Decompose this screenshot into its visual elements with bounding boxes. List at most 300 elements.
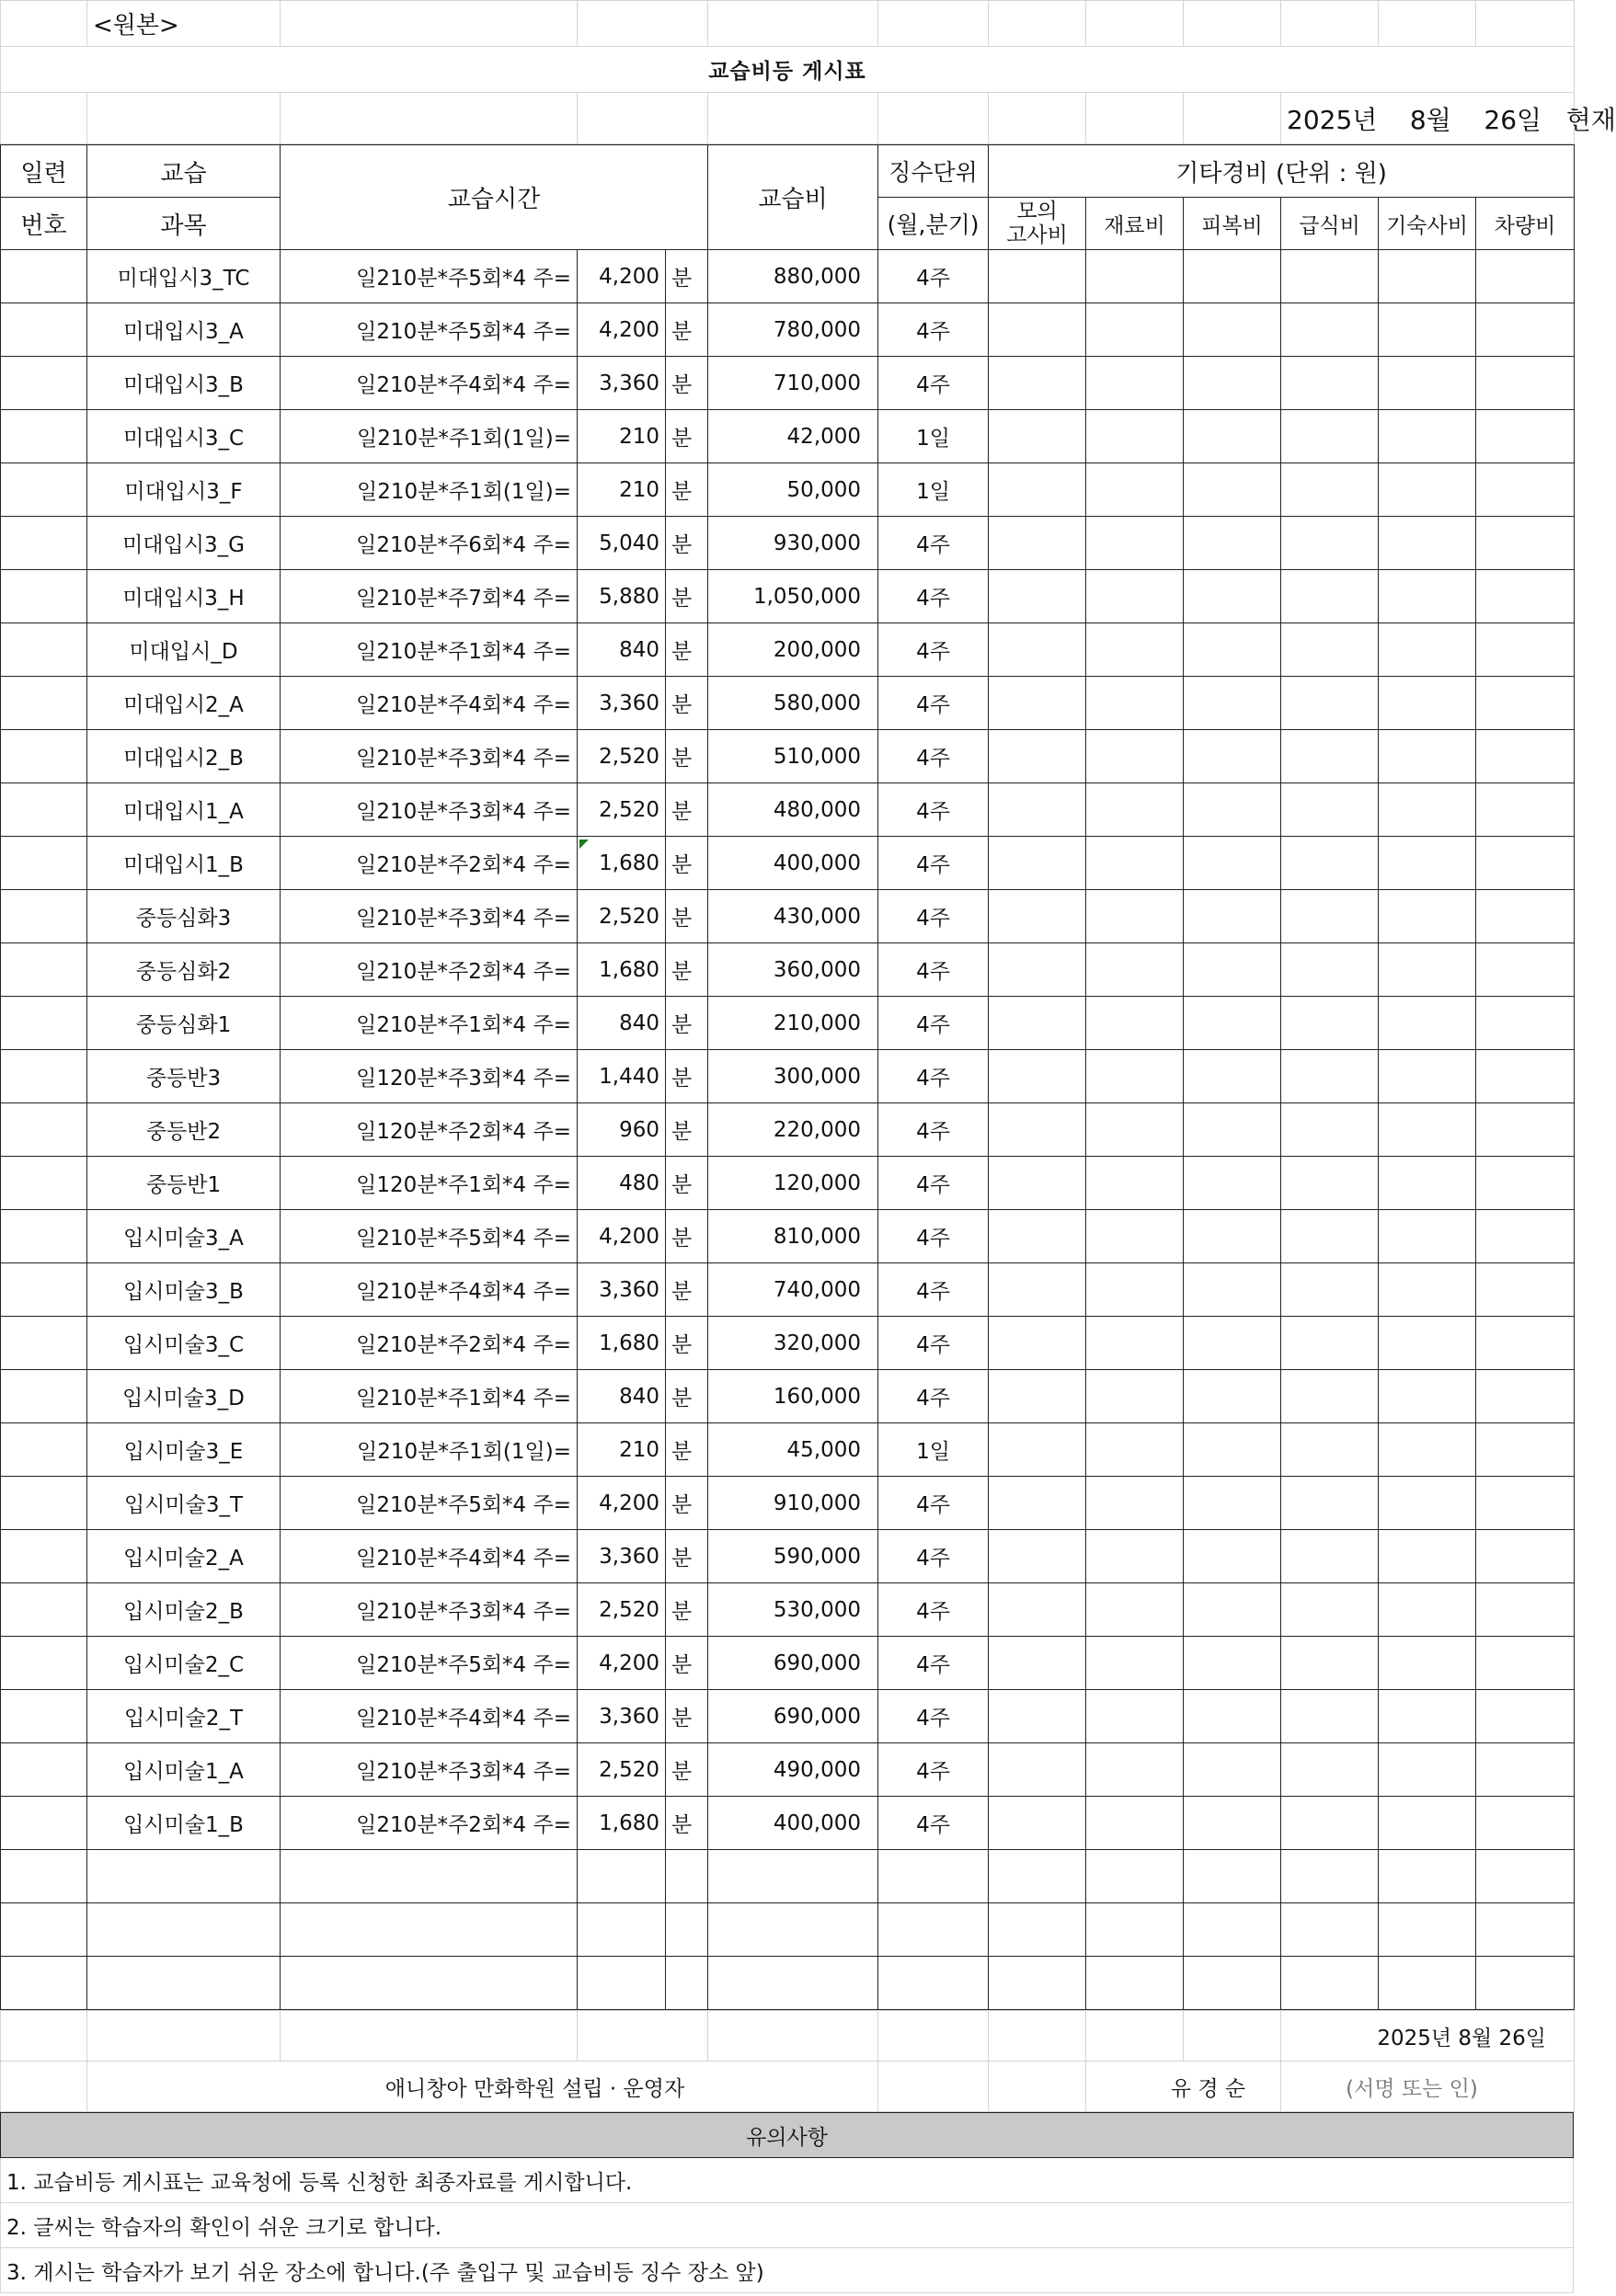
collection-unit-cell: 4주 (878, 623, 989, 677)
collection-unit-cell: 4주 (878, 1370, 989, 1423)
other-cost-cell (1379, 570, 1476, 623)
other-cost-cell (989, 250, 1086, 303)
time-formula-cell: 일210분*주6회*4 주= (281, 517, 578, 570)
other-cost-cell (1086, 1370, 1184, 1423)
collection-unit-cell: 4주 (878, 517, 989, 570)
other-cost-cell (989, 1797, 1086, 1850)
other-cost-cell (1281, 463, 1379, 517)
other-cost-cell (989, 303, 1086, 357)
fee-cell: 580,000 (708, 677, 878, 730)
minutes-unit-cell: 분 (666, 1637, 708, 1690)
subject-cell: 중등심화1 (87, 997, 281, 1050)
minutes-unit-cell: 분 (666, 250, 708, 303)
table-row (1, 783, 1575, 837)
collection-unit-cell: 4주 (878, 570, 989, 623)
other-cost-cell (989, 890, 1086, 943)
other-cost-cell (989, 677, 1086, 730)
table-row (1, 517, 1575, 570)
subject-cell: 입시미술2_B (87, 1583, 281, 1637)
other-cost-cell (1379, 1050, 1476, 1103)
time-formula-cell: 일210분*주2회*4 주= (281, 943, 578, 997)
subject-cell: 입시미술3_E (87, 1423, 281, 1477)
other-cost-cell (1281, 1103, 1379, 1157)
academy-name: 애니창아 만화학원 설립 · 운영자 (87, 2062, 878, 2112)
collection-unit-cell: 4주 (878, 1263, 989, 1317)
minutes-cell: 3,360 (578, 1263, 666, 1317)
minutes-unit-cell: 분 (666, 623, 708, 677)
header-serial-top: 일련 (1, 145, 87, 198)
minutes-cell: 840 (578, 623, 666, 677)
other-cost-cell (1476, 730, 1575, 783)
other-cost-cell (1184, 1690, 1281, 1743)
table-row (1, 250, 1575, 303)
minutes-unit-cell: 분 (666, 1477, 708, 1530)
header-material: 재료비 (1086, 198, 1184, 250)
other-cost-cell (989, 1157, 1086, 1210)
other-cost-cell (1086, 517, 1184, 570)
serial-cell (1, 1583, 87, 1637)
other-cost-cell (1379, 250, 1476, 303)
time-formula-cell: 일210분*주3회*4 주= (281, 730, 578, 783)
collection-unit-cell: 4주 (878, 1637, 989, 1690)
other-cost-cell (1476, 837, 1575, 890)
other-cost-cell (1184, 1263, 1281, 1317)
fee-cell: 930,000 (708, 517, 878, 570)
table-row (1, 303, 1575, 357)
subject-cell: 입시미술1_A (87, 1743, 281, 1797)
subject-cell: 입시미술3_T (87, 1477, 281, 1530)
other-cost-cell (1086, 410, 1184, 463)
subject-cell: 입시미술2_C (87, 1637, 281, 1690)
other-cost-cell (1476, 677, 1575, 730)
collection-unit-cell: 4주 (878, 783, 989, 837)
fee-cell: 530,000 (708, 1583, 878, 1637)
fee-cell: 430,000 (708, 890, 878, 943)
other-cost-cell (1184, 303, 1281, 357)
subject-cell: 미대입시3_C (87, 410, 281, 463)
other-cost-cell (1086, 943, 1184, 997)
other-cost-cell (1184, 1797, 1281, 1850)
subject-cell: 미대입시3_F (87, 463, 281, 517)
other-cost-cell (1476, 1103, 1575, 1157)
serial-cell (1, 1317, 87, 1370)
serial-cell (1, 623, 87, 677)
collection-unit-cell: 4주 (878, 677, 989, 730)
other-cost-cell (989, 837, 1086, 890)
fee-cell: 220,000 (708, 1103, 878, 1157)
minutes-unit-cell: 분 (666, 570, 708, 623)
subject-cell: 중등반3 (87, 1050, 281, 1103)
other-cost-cell (1476, 1050, 1575, 1103)
minutes-cell: 4,200 (578, 1477, 666, 1530)
other-cost-cell (1086, 1263, 1184, 1317)
fee-cell: 690,000 (708, 1690, 878, 1743)
minutes-unit-cell: 분 (666, 783, 708, 837)
minutes-cell: 4,200 (578, 1637, 666, 1690)
header-unit-top: 징수단위 (878, 145, 989, 198)
other-cost-cell (1086, 730, 1184, 783)
minutes-cell: 1,680 (578, 1317, 666, 1370)
other-cost-cell (1476, 517, 1575, 570)
other-cost-cell (1184, 1637, 1281, 1690)
other-cost-cell (989, 1370, 1086, 1423)
time-formula-cell: 일210분*주4회*4 주= (281, 1690, 578, 1743)
minutes-unit-cell: 분 (666, 943, 708, 997)
other-cost-cell (1281, 1583, 1379, 1637)
subject-cell: 입시미술3_C (87, 1317, 281, 1370)
time-formula-cell: 일210분*주4회*4 주= (281, 677, 578, 730)
table-row (1, 730, 1575, 783)
other-cost-cell (1476, 1157, 1575, 1210)
table-row (1, 837, 1575, 890)
serial-cell (1, 890, 87, 943)
note-item: 3. 게시는 학습자가 보기 쉬운 장소에 합니다.(주 출입구 및 교습비등 징수 장소 앞) (1, 2248, 1574, 2293)
fee-cell: 50,000 (708, 463, 878, 517)
fee-cell: 910,000 (708, 1477, 878, 1530)
note-item: 2. 글씨는 학습자의 확인이 쉬운 크기로 합니다. (1, 2203, 1574, 2248)
notes-area (0, 2112, 1574, 2293)
minutes-unit-cell: 분 (666, 997, 708, 1050)
other-cost-cell (989, 357, 1086, 410)
minutes-unit-cell: 분 (666, 1157, 708, 1210)
collection-unit-cell: 4주 (878, 1583, 989, 1637)
minutes-cell: 3,360 (578, 1690, 666, 1743)
other-cost-cell (1379, 730, 1476, 783)
other-cost-cell (1086, 1103, 1184, 1157)
other-cost-cell (1476, 890, 1575, 943)
other-cost-cell (989, 1477, 1086, 1530)
other-cost-cell (1281, 730, 1379, 783)
other-cost-cell (1184, 463, 1281, 517)
cell-comment-marker (579, 840, 589, 849)
fee-cell: 45,000 (708, 1423, 878, 1477)
fee-cell: 1,050,000 (708, 570, 878, 623)
time-formula-cell: 일210분*주5회*4 주= (281, 1637, 578, 1690)
fee-cell: 590,000 (708, 1530, 878, 1583)
other-cost-cell (1379, 1690, 1476, 1743)
other-cost-cell (1281, 1797, 1379, 1850)
serial-cell (1, 1157, 87, 1210)
other-cost-cell (1281, 410, 1379, 463)
other-cost-cell (1086, 463, 1184, 517)
time-formula-cell: 일120분*주2회*4 주= (281, 1103, 578, 1157)
serial-cell (1, 463, 87, 517)
serial-cell (1, 303, 87, 357)
other-cost-cell (1184, 623, 1281, 677)
other-cost-cell (989, 623, 1086, 677)
other-cost-cell (1281, 837, 1379, 890)
header-mock-exam: 모의 고사비 (989, 198, 1086, 250)
other-cost-cell (1476, 463, 1575, 517)
other-cost-cell (1184, 1477, 1281, 1530)
other-cost-cell (1281, 1370, 1379, 1423)
collection-unit-cell: 4주 (878, 1103, 989, 1157)
collection-unit-cell: 4주 (878, 1743, 989, 1797)
time-formula-cell: 일210분*주1회*4 주= (281, 623, 578, 677)
collection-unit-cell: 4주 (878, 997, 989, 1050)
table-row (1, 997, 1575, 1050)
other-cost-cell (1281, 997, 1379, 1050)
other-cost-cell (1379, 303, 1476, 357)
other-cost-cell (1184, 677, 1281, 730)
minutes-unit-cell: 분 (666, 1263, 708, 1317)
other-cost-cell (1281, 1637, 1379, 1690)
header-meal: 급식비 (1281, 198, 1379, 250)
other-cost-cell (1184, 837, 1281, 890)
subject-cell: 미대입시3_G (87, 517, 281, 570)
other-cost-cell (1086, 997, 1184, 1050)
collection-unit-cell: 4주 (878, 1477, 989, 1530)
fee-cell: 42,000 (708, 410, 878, 463)
other-cost-cell (989, 943, 1086, 997)
other-cost-cell (1086, 1637, 1184, 1690)
other-cost-cell (1281, 250, 1379, 303)
minutes-unit-cell: 분 (666, 1317, 708, 1370)
other-cost-cell (1379, 1370, 1476, 1423)
subject-cell: 미대입시3_H (87, 570, 281, 623)
collection-unit-cell: 4주 (878, 1210, 989, 1263)
other-cost-cell (1281, 677, 1379, 730)
other-cost-cell (1476, 303, 1575, 357)
other-cost-cell (989, 1263, 1086, 1317)
other-cost-cell (1184, 1050, 1281, 1103)
other-cost-cell (1379, 677, 1476, 730)
time-formula-cell: 일210분*주5회*4 주= (281, 1477, 578, 1530)
other-cost-cell (1379, 1797, 1476, 1850)
serial-cell (1, 1370, 87, 1423)
other-cost-cell (1281, 1477, 1379, 1530)
minutes-cell: 3,360 (578, 357, 666, 410)
subject-cell: 미대입시3_B (87, 357, 281, 410)
other-cost-cell (1476, 997, 1575, 1050)
other-cost-cell (989, 1690, 1086, 1743)
other-cost-cell (1379, 890, 1476, 943)
minutes-unit-cell: 분 (666, 1583, 708, 1637)
other-cost-cell (1379, 837, 1476, 890)
table-row (1, 1583, 1575, 1637)
table-row (1, 1743, 1575, 1797)
other-cost-cell (1379, 463, 1476, 517)
other-cost-cell (1281, 517, 1379, 570)
serial-cell (1, 943, 87, 997)
subject-cell: 미대입시3_A (87, 303, 281, 357)
other-cost-cell (1379, 1423, 1476, 1477)
table-row (1, 1317, 1575, 1370)
minutes-cell: 4,200 (578, 303, 666, 357)
time-formula-cell: 일210분*주7회*4 주= (281, 570, 578, 623)
other-cost-cell (1379, 1743, 1476, 1797)
other-cost-cell (989, 1103, 1086, 1157)
other-cost-cell (1184, 570, 1281, 623)
serial-cell (1, 1103, 87, 1157)
other-cost-cell (1379, 1103, 1476, 1157)
minutes-unit-cell: 분 (666, 303, 708, 357)
table-row (1, 1423, 1575, 1477)
table-row (1, 1530, 1575, 1583)
table-row (1, 1157, 1575, 1210)
serial-cell (1, 1797, 87, 1850)
table-row (1, 943, 1575, 997)
other-cost-cell (1086, 1050, 1184, 1103)
fee-cell: 510,000 (708, 730, 878, 783)
other-cost-cell (1086, 1423, 1184, 1477)
other-cost-cell (1184, 1157, 1281, 1210)
time-formula-cell: 일210분*주1회*4 주= (281, 997, 578, 1050)
time-formula-cell: 일210분*주2회*4 주= (281, 837, 578, 890)
other-cost-cell (1086, 1583, 1184, 1637)
minutes-cell: 480 (578, 1157, 666, 1210)
time-formula-cell: 일210분*주2회*4 주= (281, 1317, 578, 1370)
minutes-cell: 2,520 (578, 783, 666, 837)
as-of-date: 2025년 8월 26일 현재 (1281, 93, 1575, 144)
fee-cell: 780,000 (708, 303, 878, 357)
other-cost-cell (1476, 357, 1575, 410)
header-clothing: 피복비 (1184, 198, 1281, 250)
other-cost-cell (1086, 250, 1184, 303)
minutes-cell: 3,360 (578, 677, 666, 730)
header-serial-bottom: 번호 (1, 198, 87, 250)
other-cost-cell (1379, 1583, 1476, 1637)
subject-cell: 입시미술2_A (87, 1530, 281, 1583)
minutes-cell: 1,440 (578, 1050, 666, 1103)
other-cost-cell (989, 997, 1086, 1050)
other-cost-cell (1086, 623, 1184, 677)
minutes-cell: 210 (578, 410, 666, 463)
other-cost-cell (1379, 1477, 1476, 1530)
other-cost-cell (989, 517, 1086, 570)
other-cost-cell (1281, 783, 1379, 837)
minutes-unit-cell: 분 (666, 1370, 708, 1423)
table-row (1, 357, 1575, 410)
other-cost-cell (1184, 410, 1281, 463)
fee-cell: 740,000 (708, 1263, 878, 1317)
minutes-cell: 2,520 (578, 730, 666, 783)
minutes-cell: 1,680 (578, 1797, 666, 1850)
minutes-cell: 5,040 (578, 517, 666, 570)
collection-unit-cell: 1일 (878, 463, 989, 517)
minutes-cell: 2,520 (578, 1743, 666, 1797)
minutes-unit-cell: 분 (666, 517, 708, 570)
other-cost-cell (1086, 890, 1184, 943)
other-cost-cell (1086, 1157, 1184, 1210)
other-cost-cell (1379, 783, 1476, 837)
header-area (0, 0, 1616, 144)
other-cost-cell (1086, 570, 1184, 623)
other-cost-cell (1086, 1690, 1184, 1743)
other-cost-cell (1281, 570, 1379, 623)
serial-cell (1, 677, 87, 730)
time-formula-cell: 일210분*주1회(1일)= (281, 463, 578, 517)
other-cost-cell (1281, 943, 1379, 997)
header-other-costs: 기타경비 (단위 : 원) (989, 145, 1575, 198)
minutes-cell: 5,880 (578, 570, 666, 623)
footer-area (0, 2010, 1575, 2112)
fee-cell: 300,000 (708, 1050, 878, 1103)
other-cost-cell (1379, 1210, 1476, 1263)
other-cost-cell (1281, 1530, 1379, 1583)
table-row (1, 1050, 1575, 1103)
fee-cell: 810,000 (708, 1210, 878, 1263)
subject-cell: 미대입시_D (87, 623, 281, 677)
table-row (1, 623, 1575, 677)
time-formula-cell: 일210분*주3회*4 주= (281, 783, 578, 837)
fee-cell: 160,000 (708, 1370, 878, 1423)
other-cost-cell (989, 570, 1086, 623)
serial-cell (1, 517, 87, 570)
collection-unit-cell: 4주 (878, 1690, 989, 1743)
other-cost-cell (1184, 1370, 1281, 1423)
other-cost-cell (1476, 1370, 1575, 1423)
other-cost-cell (1281, 890, 1379, 943)
collection-unit-cell: 4주 (878, 303, 989, 357)
collection-unit-cell: 4주 (878, 837, 989, 890)
table-row (1, 1370, 1575, 1423)
minutes-unit-cell: 분 (666, 837, 708, 890)
other-cost-cell (989, 410, 1086, 463)
other-cost-cell (1184, 1103, 1281, 1157)
owner-name: 유 경 순 (1086, 2062, 1281, 2112)
other-cost-cell (1086, 837, 1184, 890)
subject-cell: 미대입시2_B (87, 730, 281, 783)
other-cost-cell (1281, 1263, 1379, 1317)
other-cost-cell (1379, 410, 1476, 463)
footer-date: 2025년 8월 26일 (1281, 2011, 1575, 2062)
serial-cell (1, 730, 87, 783)
other-cost-cell (1184, 943, 1281, 997)
table-row (1, 677, 1575, 730)
collection-unit-cell: 4주 (878, 357, 989, 410)
other-cost-cell (1476, 1317, 1575, 1370)
other-cost-cell (1086, 1317, 1184, 1370)
minutes-cell: 210 (578, 1423, 666, 1477)
other-cost-cell (1184, 1530, 1281, 1583)
other-cost-cell (1086, 357, 1184, 410)
other-cost-cell (1281, 623, 1379, 677)
table-row (1, 1263, 1575, 1317)
minutes-cell: 3,360 (578, 1530, 666, 1583)
other-cost-cell (989, 1530, 1086, 1583)
subject-cell: 입시미술3_D (87, 1370, 281, 1423)
subject-cell: 중등심화3 (87, 890, 281, 943)
other-cost-cell (989, 1423, 1086, 1477)
other-cost-cell (1086, 303, 1184, 357)
fee-cell: 360,000 (708, 943, 878, 997)
subject-cell: 중등심화2 (87, 943, 281, 997)
serial-cell (1, 1743, 87, 1797)
collection-unit-cell: 4주 (878, 730, 989, 783)
time-formula-cell: 일120분*주1회*4 주= (281, 1157, 578, 1210)
other-cost-cell (1184, 890, 1281, 943)
collection-unit-cell: 4주 (878, 250, 989, 303)
fee-cell: 200,000 (708, 623, 878, 677)
other-cost-cell (1281, 1743, 1379, 1797)
minutes-cell: 2,520 (578, 1583, 666, 1637)
serial-cell (1, 783, 87, 837)
table-row (1, 890, 1575, 943)
subject-cell: 미대입시1_A (87, 783, 281, 837)
collection-unit-cell: 4주 (878, 890, 989, 943)
collection-unit-cell: 4주 (878, 1157, 989, 1210)
serial-cell (1, 1210, 87, 1263)
minutes-cell: 840 (578, 1370, 666, 1423)
other-cost-cell (1086, 1530, 1184, 1583)
other-cost-cell (1184, 783, 1281, 837)
other-cost-cell (1476, 570, 1575, 623)
minutes-unit-cell: 분 (666, 1743, 708, 1797)
other-cost-cell (1281, 1157, 1379, 1210)
other-cost-cell (1379, 623, 1476, 677)
other-cost-cell (1184, 357, 1281, 410)
